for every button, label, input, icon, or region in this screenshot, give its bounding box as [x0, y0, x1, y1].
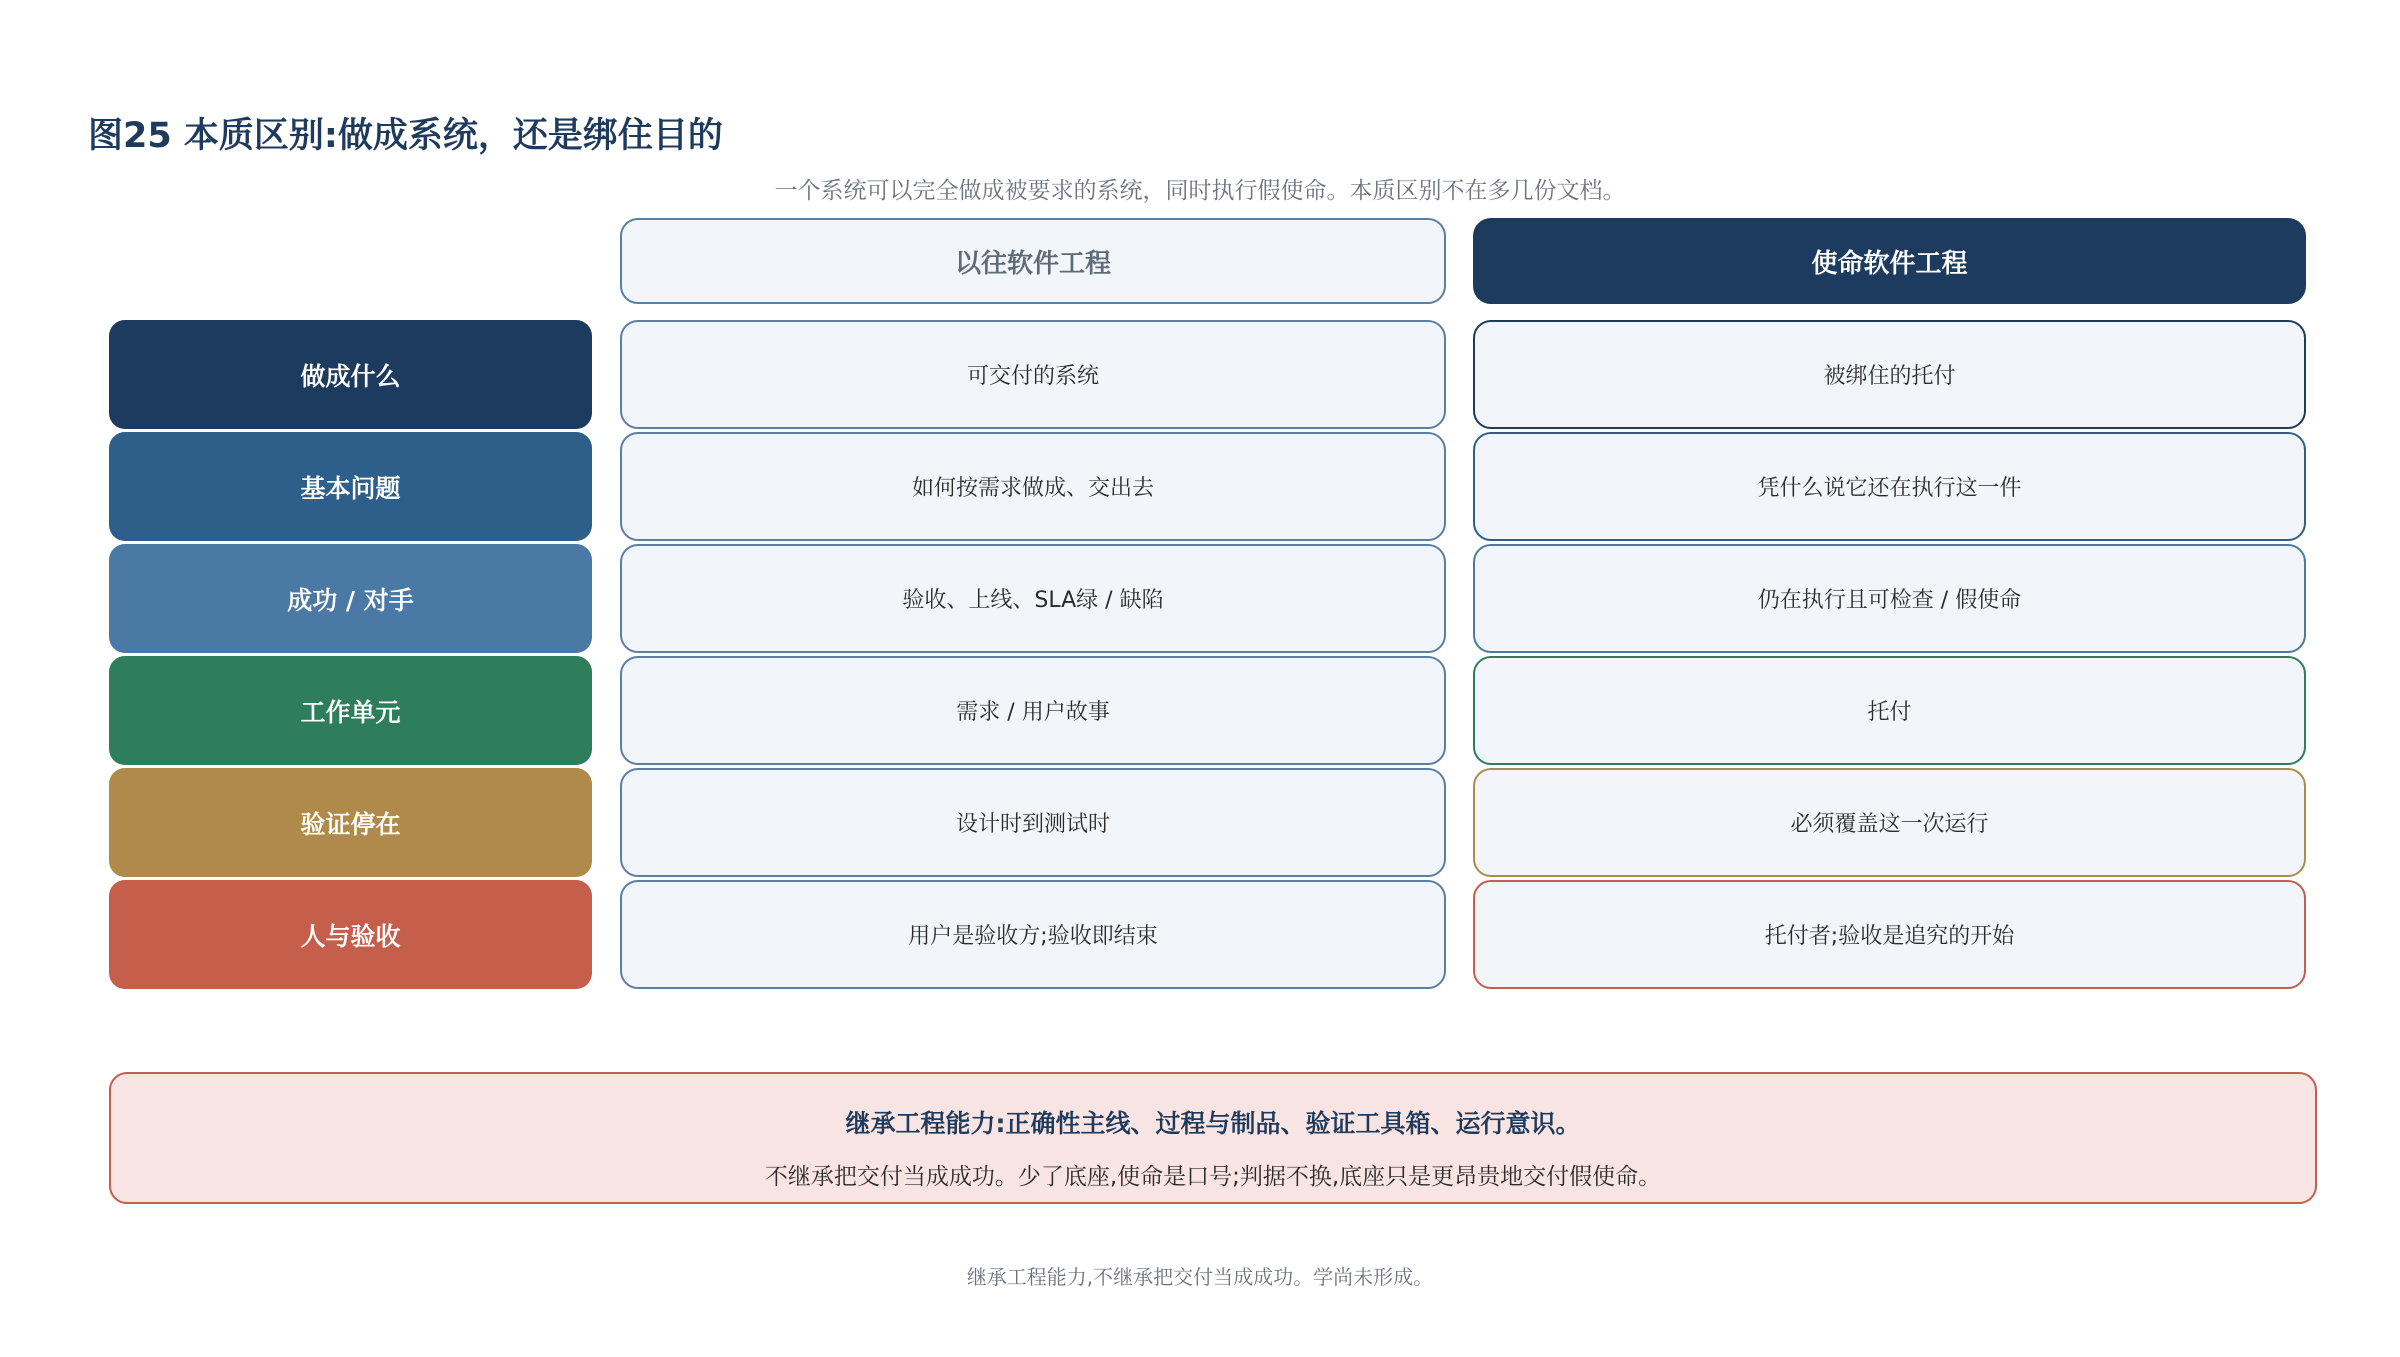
- old-cell: 可交付的系统: [620, 320, 1446, 429]
- summary-heading: 继承工程能力:正确性主线、过程与制品、验证工具箱、运行意识。: [845, 1109, 1581, 1138]
- new-cell: 仍在执行且可检查 / 假使命: [1473, 544, 2306, 653]
- row-label: 验证停在: [109, 768, 592, 877]
- new-cell: 凭什么说它还在执行这一件: [1473, 432, 2306, 541]
- old-cell: 设计时到测试时: [620, 768, 1446, 877]
- column-header-old: 以往软件工程: [620, 218, 1446, 304]
- new-cell: 必须覆盖这一次运行: [1473, 768, 2306, 877]
- column-header-new: 使命软件工程: [1473, 218, 2306, 304]
- old-cell: 验收、上线、SLA绿 / 缺陷: [620, 544, 1446, 653]
- row-label: 工作单元: [109, 656, 592, 765]
- row-label: 人与验收: [109, 880, 592, 989]
- new-cell: 托付: [1473, 656, 2306, 765]
- old-cell: 如何按需求做成、交出去: [620, 432, 1446, 541]
- row-label: 成功 / 对手: [109, 544, 592, 653]
- new-cell: 托付者;验收是追究的开始: [1473, 880, 2306, 989]
- summary-text: 不继承把交付当成成功。少了底座,使命是口号;判据不换,底座只是更昂贵地交付假使命。: [764, 1164, 1662, 1190]
- row-label: 基本问题: [109, 432, 592, 541]
- old-cell: 需求 / 用户故事: [620, 656, 1446, 765]
- old-cell: 用户是验收方;验收即结束: [620, 880, 1446, 989]
- summary-box: [109, 1072, 2317, 1204]
- figure-title: 图25 本质区别:做成系统，还是绑住目的: [88, 116, 723, 156]
- figure-subtitle: 一个系统可以完全做成被要求的系统，同时执行假使命。本质区别不在多几份文档。: [774, 178, 1626, 204]
- footnote: 继承工程能力,不继承把交付当成成功。学尚未形成。: [966, 1265, 1434, 1289]
- row-label: 做成什么: [109, 320, 592, 429]
- new-cell: 被绑住的托付: [1473, 320, 2306, 429]
